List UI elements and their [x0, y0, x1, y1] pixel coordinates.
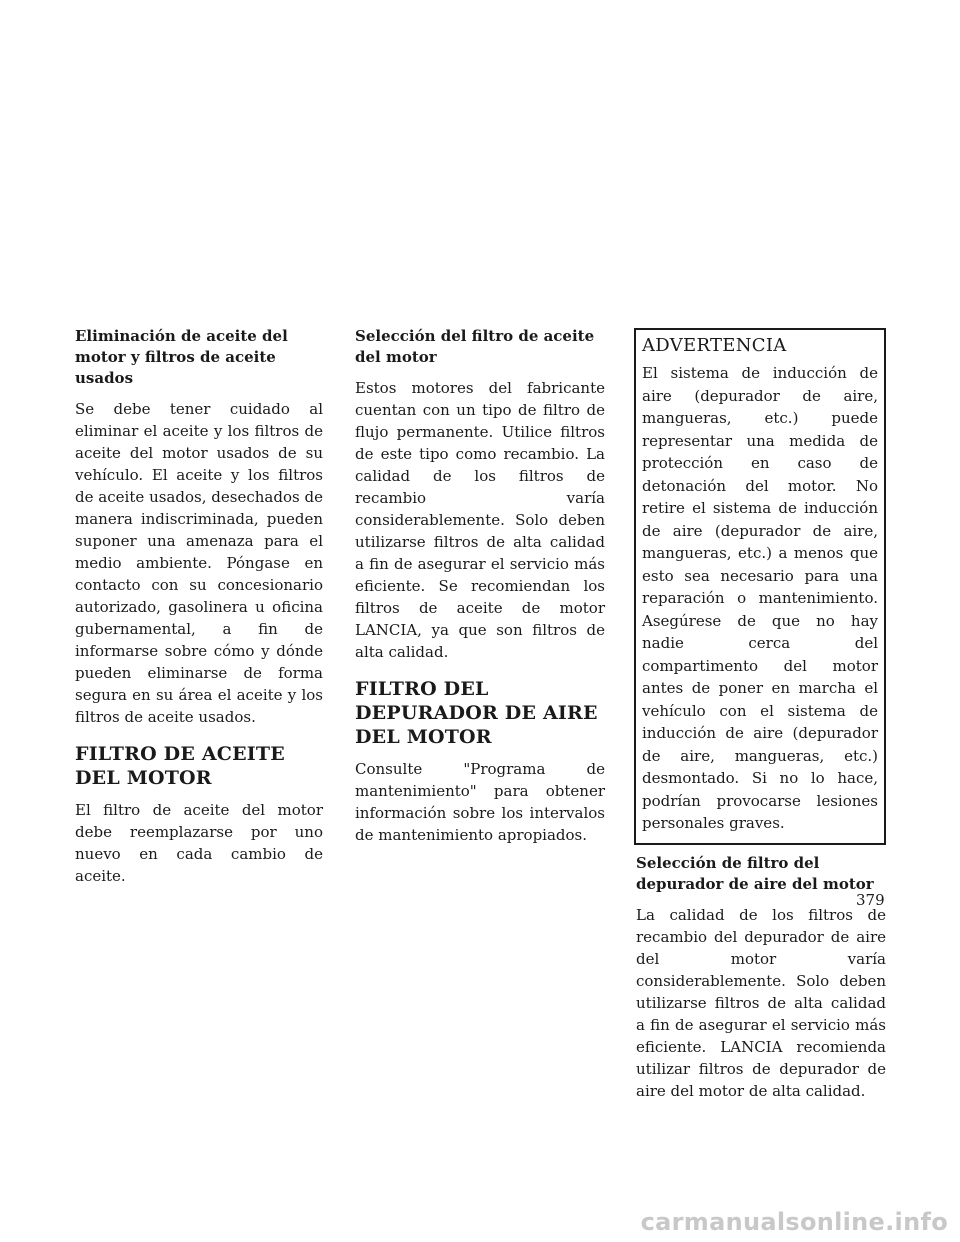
- paragraph-oil-filter-selection: Estos motores del fabricante cuentan con un tipo de filtro de flujo permanente. Utilice filtros de este tipo como recambio. La calidad de los filtros de recambio varía considerablemente. Solo deben utilizarse filtros de alta calidad a fin de asegurar el servicio más eficiente. Se recomiendan los filtros de aceite de motor LANCIA, ya que son filtros de alta calidad.: [355, 379, 605, 661]
- paragraph-air-cleaner-filter: Consulte "Programa de mantenimiento" para obtener información sobre los intervalos de mantenimiento apropiados.: [355, 760, 605, 844]
- paragraph-oil-disposal: Se debe tener cuidado al eliminar el aceite y los filtros de aceite del motor usados de su vehículo. El aceite y los filtros de aceite usados, desechados de manera indiscriminada, pueden suponer una amenaza para el medio ambiente. Póngase en contacto con su concesionario autorizado, gasolinera u oficina gubernamental, a fin de informarse sobre cómo y dónde pueden eliminarse de forma segura en su área el aceite y los filtros de aceite usados.: [75, 400, 323, 726]
- warning-text: El sistema de inducción de aire (depurador de aire, mangueras, etc.) puede representar una medida de protección en caso de detonación del motor. No retire el sistema de inducción de aire (depurador de aire, mangueras, etc.) a menos que esto sea necesario para una reparación o mantenimiento. Asegúrese de que no hay nadie cerca del compartimento del motor antes de poner en marcha el vehículo con el sistema de inducción de aire (depurador de aire, mangueras, etc.) desmontado. Si no lo hace, podrían provocarse lesiones personales graves.: [642, 364, 878, 832]
- page-number: 379: [856, 891, 885, 909]
- column-right: [636, 326, 886, 1112]
- subheading-air-filter-selection: Selección de filtro del depurador de aire del motor: [636, 853, 874, 893]
- heading-air-cleaner-filter: FILTRO DEL DEPURADOR DE AIRE DEL MOTOR: [355, 678, 598, 748]
- heading-oil-filter: FILTRO DE ACEITE DEL MOTOR: [75, 743, 285, 789]
- warning-box: [634, 328, 886, 845]
- subheading-oil-disposal: Eliminación de aceite del motor y filtros de aceite usados: [75, 327, 288, 387]
- column-left: [75, 326, 323, 897]
- watermark: carmanualsonline.info: [640, 1208, 948, 1236]
- warning-title: ADVERTENCIA: [642, 335, 787, 356]
- column-middle: [355, 326, 605, 856]
- paragraph-oil-filter: El filtro de aceite del motor debe reemplazarse por uno nuevo en cada cambio de aceite.: [75, 801, 323, 885]
- paragraph-air-filter-selection: La calidad de los filtros de recambio del depurador de aire del motor varía considerablemente. Solo deben utilizarse filtros de alta calidad a fin de asegurar el servicio más eficiente. LANCIA recomienda utilizar filtros de depurador de aire del motor de alta calidad.: [636, 905, 886, 1100]
- subheading-oil-filter-selection: Selección del filtro de aceite del motor: [355, 327, 595, 366]
